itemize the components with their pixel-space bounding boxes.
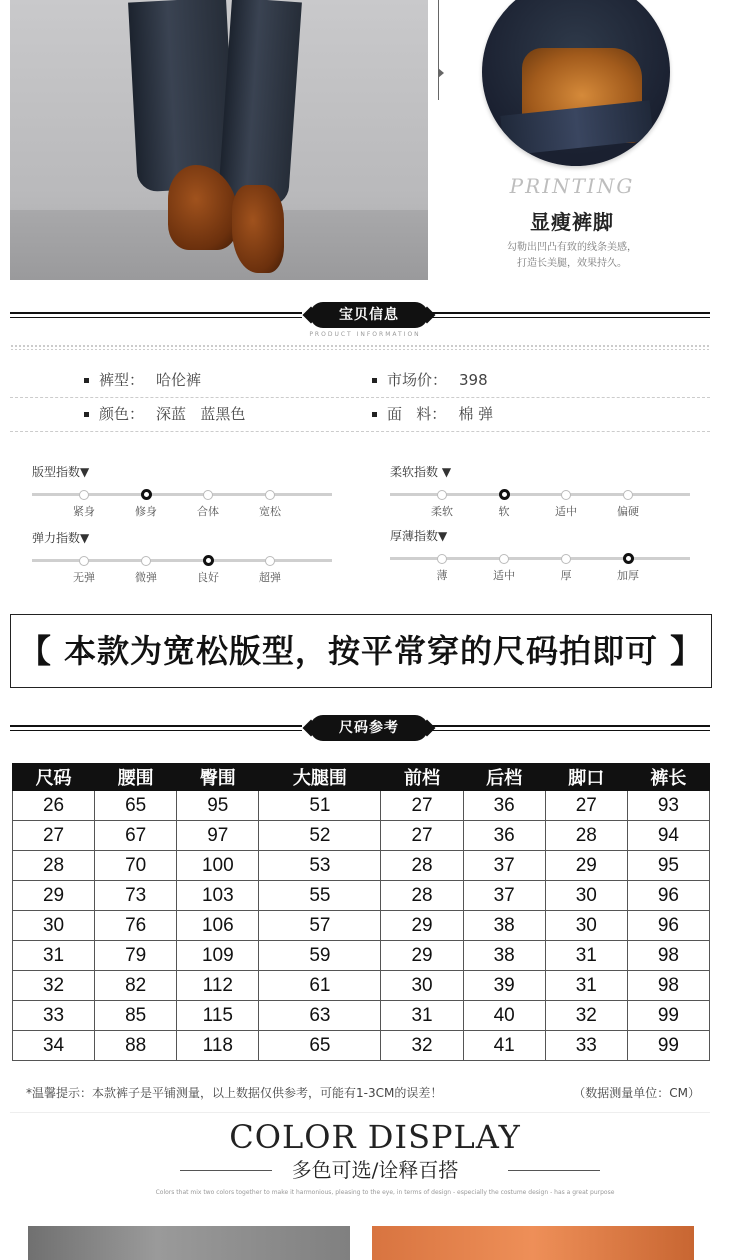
size-section-header [10, 713, 710, 743]
size-cell: 106 [177, 911, 259, 941]
size-cell: 79 [95, 941, 177, 971]
size-col-header: 大腿围 [259, 764, 381, 791]
indicator-tick-label: 软 [498, 505, 510, 518]
size-cell: 39 [463, 971, 545, 1001]
thin-rule [10, 1112, 710, 1113]
table-row [13, 851, 710, 881]
indicator-tick-label: 柔软 [431, 505, 453, 518]
indicator-tick-label: 偏硬 [617, 505, 639, 518]
size-cell: 30 [381, 971, 463, 1001]
size-cell: 61 [259, 971, 381, 1001]
size-cell: 36 [463, 791, 545, 821]
indicator-dot [203, 490, 213, 500]
bullet-icon [84, 378, 89, 383]
size-col-header: 裤长 [627, 764, 709, 791]
indicator-tick-label: 无弹 [73, 571, 95, 584]
size-cell: 95 [627, 851, 709, 881]
size-cell: 34 [13, 1031, 95, 1061]
indicator-title: 柔软指数 ▼ [390, 465, 452, 479]
indicator-title: 版型指数▼ [32, 465, 90, 479]
bullet-icon [372, 378, 377, 383]
size-cell: 98 [627, 941, 709, 971]
size-cell: 33 [13, 1001, 95, 1031]
size-cell: 38 [463, 911, 545, 941]
size-cell: 76 [95, 911, 177, 941]
info-value: 398 [459, 371, 488, 389]
size-cell: 118 [177, 1031, 259, 1061]
detail-desc-line-1: 勾勒出凹凸有致的线条美感， [507, 242, 637, 253]
fit-notice: 【 本款为宽松版型，按平常穿的尺码拍即可 】 [10, 614, 712, 688]
indicator-tick-label: 修身 [135, 505, 157, 518]
indicator-dot [437, 490, 447, 500]
detail-desc-line-2: 打造长美腿，效果持久。 [517, 258, 627, 269]
size-cell: 99 [627, 1031, 709, 1061]
color-swatch-orange [372, 1226, 694, 1260]
size-cell: 28 [381, 881, 463, 911]
brown-boot-right [232, 185, 284, 273]
table-row [13, 971, 710, 1001]
indicator-tick-label: 适中 [493, 569, 515, 582]
size-cell: 55 [259, 881, 381, 911]
indicator-tick-label: 适中 [555, 505, 577, 518]
indicator-dot [265, 490, 275, 500]
size-cell: 65 [95, 791, 177, 821]
size-cell: 32 [545, 1001, 627, 1031]
info-value: 棉 弹 [458, 405, 494, 423]
size-cell: 28 [381, 851, 463, 881]
size-col-header: 臀围 [177, 764, 259, 791]
indicator-tick-label: 紧身 [73, 505, 95, 518]
size-cell: 40 [463, 1001, 545, 1031]
color-display-subtitle: 多色可选/诠释百搭 [291, 1158, 459, 1182]
size-cell: 26 [13, 791, 95, 821]
size-col-header: 腰围 [95, 764, 177, 791]
bullet-icon [372, 412, 377, 417]
indicator-dot [141, 556, 151, 566]
measurement-tip: *温馨提示：本款裤子是平铺测量，以上数据仅供参考，可能有1-3CM的误差！ [26, 1086, 443, 1100]
size-cell: 67 [95, 821, 177, 851]
info-value: 哈伦裤 [156, 371, 202, 389]
measurement-unit: （数据测量单位：CM） [573, 1086, 700, 1100]
size-cell: 28 [545, 821, 627, 851]
size-col-header: 脚口 [545, 764, 627, 791]
info-row-color [84, 403, 245, 424]
size-cell: 85 [95, 1001, 177, 1031]
size-cell: 32 [13, 971, 95, 1001]
indicator-track [32, 559, 332, 562]
info-section-subtitle: PRODUCT INFORMATION [309, 331, 421, 338]
indicator-tick-label: 厚 [560, 569, 572, 582]
printing-label: PRINTING [509, 174, 635, 198]
detail-description [440, 240, 704, 272]
info-label: 颜色： [99, 405, 145, 423]
size-cell: 97 [177, 821, 259, 851]
indicator-dot-selected [141, 489, 152, 500]
size-cell: 31 [381, 1001, 463, 1031]
indicator-track [32, 493, 332, 496]
indicator-track [390, 493, 690, 496]
indicator-dot [79, 490, 89, 500]
cuff-detail-photo [482, 0, 670, 166]
size-cell: 95 [177, 791, 259, 821]
indicator-tick-label: 超弹 [259, 571, 281, 584]
table-row [13, 1001, 710, 1031]
indicator-tick-label: 合体 [197, 505, 219, 518]
size-cell: 57 [259, 911, 381, 941]
size-cell: 96 [627, 911, 709, 941]
indicator-tick-label: 薄 [436, 569, 448, 582]
table-row [13, 911, 710, 941]
size-cell: 103 [177, 881, 259, 911]
indicator-dot-selected [623, 553, 634, 564]
indicator-dot [437, 554, 447, 564]
size-cell: 29 [381, 911, 463, 941]
size-cell: 37 [463, 881, 545, 911]
size-cell: 33 [545, 1031, 627, 1061]
size-cell: 28 [13, 851, 95, 881]
size-col-header: 尺码 [13, 764, 95, 791]
info-row-fabric [372, 403, 493, 424]
indicator-title: 弹力指数▼ [32, 531, 90, 545]
size-cell: 29 [381, 941, 463, 971]
info-section-title: 宝贝信息 [310, 302, 428, 328]
indicator-dot [623, 490, 633, 500]
size-cell: 53 [259, 851, 381, 881]
subtitle-rule-right [508, 1170, 600, 1171]
size-cell: 98 [627, 971, 709, 1001]
size-cell: 51 [259, 791, 381, 821]
size-cell: 38 [463, 941, 545, 971]
size-cell: 27 [545, 791, 627, 821]
header-rule-right [418, 725, 710, 731]
indicator-tick-label: 良好 [197, 571, 219, 584]
info-value: 深蓝 蓝黑色 [156, 405, 246, 423]
indicator-dot-selected [499, 489, 510, 500]
indicator-dot [499, 554, 509, 564]
size-cell: 73 [95, 881, 177, 911]
product-photo-model [10, 0, 428, 280]
indicator-dot [561, 490, 571, 500]
size-cell: 27 [381, 791, 463, 821]
indicator-dot [79, 556, 89, 566]
size-cell: 30 [545, 911, 627, 941]
info-row-price [372, 369, 488, 390]
size-cell: 52 [259, 821, 381, 851]
color-swatch-grey [28, 1226, 350, 1260]
info-label: 裤型： [99, 371, 145, 389]
table-row [13, 1031, 710, 1061]
size-cell: 31 [545, 941, 627, 971]
size-cell: 94 [627, 821, 709, 851]
size-cell: 70 [95, 851, 177, 881]
size-cell: 29 [545, 851, 627, 881]
table-row [13, 941, 710, 971]
size-cell: 96 [627, 881, 709, 911]
table-row [13, 821, 710, 851]
size-cell: 100 [177, 851, 259, 881]
header-rule-right [418, 312, 710, 318]
indicator-tick-label: 微弹 [135, 571, 157, 584]
size-col-header: 前档 [381, 764, 463, 791]
vertical-divider [438, 0, 439, 100]
size-cell: 30 [13, 911, 95, 941]
header-rule-left [10, 312, 302, 318]
header-rule-left [10, 725, 302, 731]
dashed-rule [10, 431, 710, 432]
size-cell: 65 [259, 1031, 381, 1061]
size-cell: 59 [259, 941, 381, 971]
size-cell: 32 [381, 1031, 463, 1061]
size-cell: 31 [545, 971, 627, 1001]
size-cell: 93 [627, 791, 709, 821]
size-cell: 88 [95, 1031, 177, 1061]
size-cell: 29 [13, 881, 95, 911]
size-cell: 115 [177, 1001, 259, 1031]
indicator-dot [561, 554, 571, 564]
size-cell: 41 [463, 1031, 545, 1061]
size-table [12, 763, 710, 1061]
bullet-icon [84, 412, 89, 417]
indicator-dot-selected [203, 555, 214, 566]
jeans-leg-right [218, 0, 302, 207]
size-cell: 36 [463, 821, 545, 851]
indicator-tick-label: 加厚 [617, 569, 639, 582]
color-display-title: COLOR DISPLAY [229, 1118, 521, 1156]
info-label: 面 料： [387, 405, 447, 423]
color-display-description: Colors that mix two colors together to make it harmonious, pleasing to the eye, in terms of design - especially the costume design - has a great purpose [155, 1189, 615, 1196]
indicator-track [390, 557, 690, 560]
indicator-tick-label: 宽松 [259, 505, 281, 518]
size-cell: 109 [177, 941, 259, 971]
info-section-header [10, 300, 710, 330]
table-row [13, 881, 710, 911]
detail-title: 显瘦裤脚 [530, 210, 614, 234]
size-col-header: 后档 [463, 764, 545, 791]
size-table-body [13, 791, 710, 1061]
indicator-title: 厚薄指数▼ [390, 529, 448, 543]
size-cell: 99 [627, 1001, 709, 1031]
size-cell: 82 [95, 971, 177, 1001]
indicator-dot [265, 556, 275, 566]
dashed-rule [10, 397, 710, 398]
size-cell: 27 [381, 821, 463, 851]
size-cell: 37 [463, 851, 545, 881]
size-section-title: 尺码参考 [310, 715, 428, 741]
size-cell: 112 [177, 971, 259, 1001]
dotted-band [10, 344, 710, 350]
info-label: 市场价： [387, 371, 448, 389]
size-cell: 31 [13, 941, 95, 971]
size-table-header [13, 764, 710, 791]
table-row [13, 791, 710, 821]
size-cell: 63 [259, 1001, 381, 1031]
info-row-style [84, 369, 201, 390]
size-cell: 27 [13, 821, 95, 851]
size-cell: 30 [545, 881, 627, 911]
